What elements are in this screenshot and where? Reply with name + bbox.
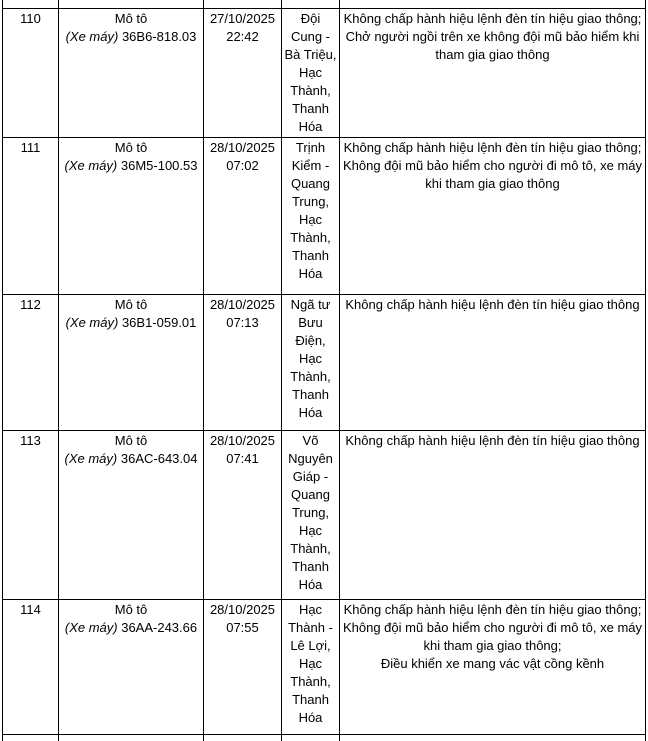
cell-datetime	[204, 294, 282, 430]
cell-location: Trịnh Kiểm - Quang Trung, Hạc Thành, Thanh Hóa	[282, 137, 340, 294]
vehicle-type: Mô tô	[114, 139, 148, 155]
vehicle-subtype: (Xe máy)	[64, 157, 118, 173]
vehicle-plate-line	[61, 450, 201, 468]
vehicle-plate-line	[61, 157, 201, 175]
table-row	[3, 599, 646, 734]
violation-line: Không đội mũ bảo hiểm cho người đi mô tô, xe máy khi tham gia giao thông;	[342, 619, 643, 653]
violation-line: Không chấp hành hiệu lệnh đèn tín hiệu giao thông;	[343, 601, 642, 617]
table-row	[3, 294, 646, 430]
violations-table	[2, 0, 646, 741]
violation-time: 07:41	[226, 450, 259, 466]
table-row	[3, 137, 646, 294]
vehicle-plate-line	[61, 28, 201, 46]
violation-date: 28/10/2025	[209, 139, 276, 155]
cell-vehicle	[59, 137, 204, 294]
vehicle-subtype: (Xe máy)	[64, 619, 118, 635]
partial-cell	[282, 0, 340, 8]
vehicle-type: Mô tô	[114, 10, 148, 26]
partial-cell	[340, 0, 646, 8]
partial-cell	[3, 0, 59, 8]
cell-location: Hạc Thành - Lê Lợi, Hạc Thành, Thanh Hóa	[282, 599, 340, 734]
table-row	[3, 8, 646, 137]
license-plate: 36B6-818.03	[118, 28, 197, 44]
violation-time: 07:02	[226, 157, 259, 173]
cell-location: Ngã tư Bưu Điện, Hạc Thành, Thanh Hóa	[282, 294, 340, 430]
vehicle-plate-line	[61, 314, 201, 332]
cell-vehicle	[59, 294, 204, 430]
cell-index: 113	[3, 430, 59, 599]
cell-violation	[340, 294, 646, 430]
cell-index: 110	[3, 8, 59, 137]
violation-line: Không chấp hành hiệu lệnh đèn tín hiệu giao thông	[345, 432, 640, 448]
vehicle-subtype: (Xe máy)	[64, 450, 118, 466]
violation-line: Không đội mũ bảo hiểm cho người đi mô tô, xe máy khi tham gia giao thông	[342, 157, 643, 191]
partial-cell	[204, 0, 282, 8]
cell-index: 114	[3, 599, 59, 734]
vehicle-plate-line	[61, 619, 201, 637]
vehicle-subtype: (Xe máy)	[65, 28, 119, 44]
license-plate: 36M5-100.53	[117, 157, 198, 173]
partial-cell	[282, 734, 340, 741]
partial-cell	[340, 734, 646, 741]
cell-index: 111	[3, 137, 59, 294]
license-plate: 36AA-243.66	[117, 619, 198, 635]
violation-time: 07:55	[226, 619, 259, 635]
violations-table-body	[3, 0, 646, 741]
cell-datetime	[204, 137, 282, 294]
table-row	[3, 430, 646, 599]
license-plate: 36B1-059.01	[118, 314, 197, 330]
cell-datetime	[204, 8, 282, 137]
cell-location: Võ Nguyên Giáp - Quang Trung, Hạc Thành, Thanh Hóa	[282, 430, 340, 599]
partial-cell	[59, 0, 204, 8]
vehicle-type: Mô tô	[114, 601, 148, 617]
cell-violation	[340, 137, 646, 294]
violation-line: Chở người ngồi trên xe không đội mũ bảo hiểm khi tham gia giao thông	[345, 28, 640, 62]
cell-violation	[340, 599, 646, 734]
vehicle-subtype: (Xe máy)	[65, 314, 119, 330]
cell-violation	[340, 430, 646, 599]
cell-vehicle	[59, 599, 204, 734]
cell-vehicle	[59, 8, 204, 137]
partial-row-top	[3, 0, 646, 8]
cell-location: Đội Cung - Bà Triệu, Hạc Thành, Thanh Hóa	[282, 8, 340, 137]
violation-time: 22:42	[226, 28, 259, 44]
cell-datetime	[204, 430, 282, 599]
violation-date: 28/10/2025	[209, 432, 276, 448]
vehicle-type: Mô tô	[114, 432, 148, 448]
cell-violation	[340, 8, 646, 137]
violation-date: 28/10/2025	[209, 296, 276, 312]
violation-line: Không chấp hành hiệu lệnh đèn tín hiệu giao thông	[345, 296, 640, 312]
partial-row-bottom	[3, 734, 646, 741]
partial-cell	[3, 734, 59, 741]
cell-index: 112	[3, 294, 59, 430]
cell-vehicle	[59, 430, 204, 599]
partial-cell	[204, 734, 282, 741]
violation-date: 27/10/2025	[209, 10, 276, 26]
cell-datetime	[204, 599, 282, 734]
violation-time: 07:13	[226, 314, 259, 330]
violation-line: Không chấp hành hiệu lệnh đèn tín hiệu giao thông;	[343, 139, 642, 155]
partial-cell	[59, 734, 204, 741]
violation-line: Điều khiển xe mang vác vật cồng kềnh	[380, 655, 605, 671]
violation-date: 28/10/2025	[209, 601, 276, 617]
vehicle-type: Mô tô	[114, 296, 148, 312]
violation-line: Không chấp hành hiệu lệnh đèn tín hiệu giao thông;	[343, 10, 642, 26]
license-plate: 36AC-643.04	[117, 450, 198, 466]
